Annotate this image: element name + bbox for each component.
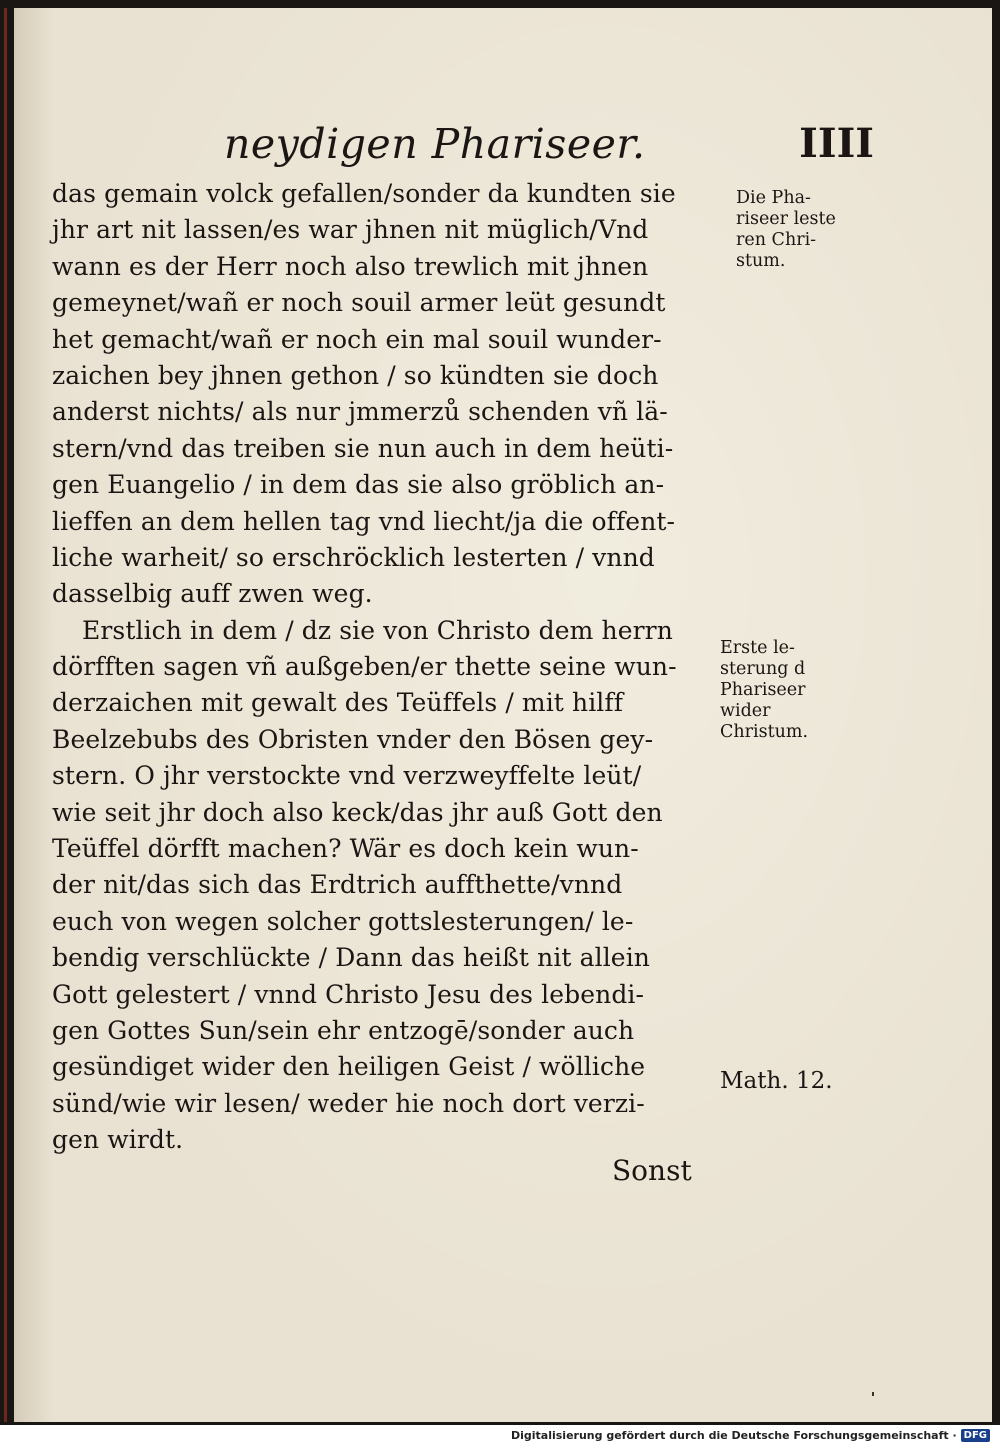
text-line: lieffen an dem hellen tag vnd liecht/ja die offent- [52,506,676,536]
funding-credit: Digitalisierung gefördert durch die Deutsche Forschungsgemeinschaft · [510,1428,957,1442]
text-line: liche warheit/ so erschröcklich lesterten / vnnd [52,542,655,572]
text-line: gen Euangelio / in dem das sie also gröblich an- [52,470,665,500]
body-text [52,176,732,1159]
catchword: Sonst [612,1154,692,1187]
text-line: stern/vnd das treiben sie nun auch in dem heüti- [52,433,674,463]
text-line: stern. O jhr verstockte vnd verzweyffelte leüt/ [52,761,642,791]
text-line: wie seit jhr doch also keck/das jhr auß Gott den [52,797,663,827]
book-page [14,8,992,1422]
text-line: wann es der Herr noch also trewlich mit jhnen [52,251,649,281]
text-line: euch von wegen solcher gottslesterungen/ le- [52,906,634,936]
marginal-line: Phariseer [720,680,806,700]
marginal-line: stum. [736,251,786,271]
text-line: der nit/das sich das Erdtrich auffthette/vnnd [52,870,623,900]
marginal-note-first-blasphemy [720,638,808,743]
marginal-line: Math. 12. [720,1068,833,1094]
text-line: sünd/wie wir lesen/ weder hie noch dort verzi- [52,1088,645,1118]
text-line: dörfften sagen vñ außgeben/er thette seine wun- [52,652,677,682]
text-line: derzaichen mit gewalt des Teüffels / mit hilff [52,688,624,718]
marginal-line: Die Pha- [736,188,811,208]
marginal-line: ren Chri- [736,230,817,250]
marginal-note-pharisees [736,188,836,272]
text-line: Gott gelestert / vnnd Christo Jesu des lebendi- [52,979,645,1009]
running-title: neydigen Phariseer. [224,120,646,168]
text-line: gen Gottes Sun/sein ehr entzogē/sonder auch [52,1015,635,1045]
text-line: anderst nichts/ als nur jmmerzů schenden vñ lä- [52,397,668,427]
marginal-note-scripture-reference [720,1068,833,1094]
marginal-line: riseer leste [736,209,836,229]
text-line: das gemain volck gefallen/sonder da kundten sie [52,179,676,208]
marginal-line: wider [720,701,771,721]
marginal-line: Erste le- [720,638,795,658]
folio-number: IIII [799,120,874,167]
text-line: Teüffel dörfft machen? Wär es doch kein wun- [52,834,639,864]
page-header [224,120,874,180]
text-line: dasselbig auff zwen weg. [52,579,373,609]
text-line: Beelzebubs des Obristen vnder den Bösen gey- [52,724,654,754]
digitization-footer [511,1426,990,1444]
text-line: jhr art nit lassen/es war jhnen nit müglich/Vnd [52,215,649,245]
text-line: het gemacht/wañ er noch ein mal souil wunder- [52,324,662,354]
text-line: zaichen bey jhnen gethon / so kündten sie doch [52,360,659,390]
text-line: gemeynet/wañ er noch souil armer leüt gesundt [52,288,666,318]
text-line: Erstlich in dem / dz sie von Christo dem herrn [82,615,673,645]
marginal-line: Christum. [720,722,809,742]
text-line: gen wirdt. [52,1125,184,1155]
text-line: bendig verschlückte / Dann das heißt nit allein [52,943,650,973]
binding-edge [4,8,7,1422]
text-line: gesündiget wider den heiligen Geist / wölliche [52,1052,646,1082]
marginal-line: sterung d [720,659,806,679]
paper-speck [872,1392,874,1396]
dfg-logo: DFG [961,1429,990,1442]
